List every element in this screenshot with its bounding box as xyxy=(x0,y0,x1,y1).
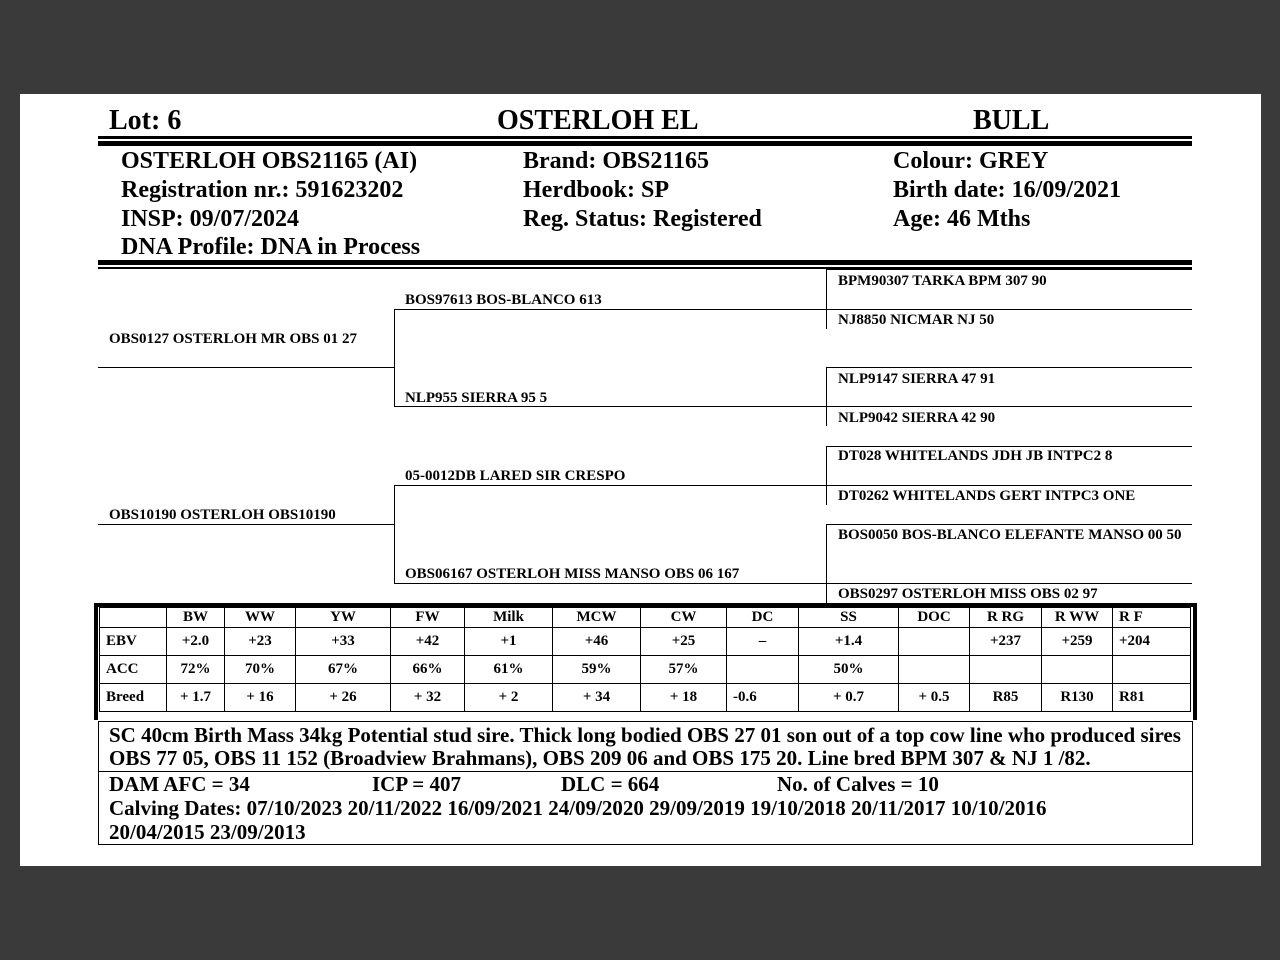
col-yw: YW xyxy=(296,608,391,628)
ebv-table xyxy=(99,607,1191,712)
colour: Colour: GREY xyxy=(893,148,1049,174)
col-ww: WW xyxy=(225,608,296,628)
col-r-ww: R WW xyxy=(1042,608,1113,628)
g3-ancestor-6: DT0262 WHITELANDS GERT INTPC3 ONE xyxy=(838,488,1136,504)
age: Age: 46 Mths xyxy=(893,206,1031,232)
herdbook: Herdbook: SP xyxy=(523,177,670,203)
col-doc: DOC xyxy=(899,608,970,628)
col-mcw: MCW xyxy=(553,608,641,628)
registration-number: Registration nr.: 591623202 xyxy=(121,177,404,203)
g3-ancestor-5: DT028 WHITELANDS JDH JB INTPC2 8 xyxy=(838,448,1113,464)
sex-label: BULL xyxy=(973,105,1050,136)
sire-sire: BOS97613 BOS-BLANCO 613 xyxy=(405,292,602,308)
g3-ancestor-2: NJ8850 NICMAR NJ 50 xyxy=(838,312,995,328)
dam-sire: 05-0012DB LARED SIR CRESPO xyxy=(405,468,626,484)
dlc: DLC = 664 xyxy=(561,772,660,796)
dam-stats-box xyxy=(98,771,1193,845)
header-rule xyxy=(98,136,1192,139)
inspection-date: INSP: 09/07/2024 xyxy=(121,206,300,232)
col-fw: FW xyxy=(391,608,465,628)
g3-ancestor-7: BOS0050 BOS-BLANCO ELEFANTE MANSO 00 50 xyxy=(838,527,1182,543)
icp: ICP = 407 xyxy=(372,772,461,796)
dam-afc: DAM AFC = 34 xyxy=(109,772,250,796)
col-ss: SS xyxy=(799,608,899,628)
dam: OBS10190 OSTERLOH OBS10190 xyxy=(109,507,336,523)
birth-date: Birth date: 16/09/2021 xyxy=(893,177,1121,203)
header-rule-thick xyxy=(98,141,1192,146)
lot-number: Lot: 6 xyxy=(109,105,182,136)
animal-title: OSTERLOH EL xyxy=(497,105,699,136)
col-r-f: R F xyxy=(1113,608,1191,628)
g3-ancestor-4: NLP9042 SIERRA 42 90 xyxy=(838,410,996,426)
calving-dates: Calving Dates: 07/10/2023 20/11/2022 16/09/2021 24/09/2020 29/09/2019 19/10/2018 20/11/2017 10/10/2016 xyxy=(109,796,1047,820)
col-r-rg: R RG xyxy=(970,608,1042,628)
number-of-calves: No. of Calves = 10 xyxy=(777,772,939,796)
col-milk: Milk xyxy=(465,608,553,628)
comments-box xyxy=(98,721,1193,772)
animal-id: OSTERLOH OBS21165 (AI) xyxy=(121,148,418,174)
g3-ancestor-1: BPM90307 TARKA BPM 307 90 xyxy=(838,273,1047,289)
ebv-header-row xyxy=(100,608,1191,628)
comments-text: SC 40cm Birth Mass 34kg Potential stud sire. Thick long bodied OBS 27 01 son out of a top cow line who produced sires OBS 77 05, OBS 11 152 (Broadview Brahmans), OBS 209 06 and OBS 175 20. Line bred BPM 307 & NJ 1 /82. xyxy=(109,723,1181,770)
dna-profile: DNA Profile: DNA in Process xyxy=(121,234,421,260)
g3-ancestor-3: NLP9147 SIERRA 47 91 xyxy=(838,371,996,387)
sire-dam: NLP955 SIERRA 95 5 xyxy=(405,390,548,406)
sire: OBS0127 OSTERLOH MR OBS 01 27 xyxy=(109,331,357,347)
acc-row: ACC 72% 70% 67% 66% 61% 59% 57% 50% xyxy=(100,656,1191,684)
col-dc: DC xyxy=(727,608,799,628)
reg-status: Reg. Status: Registered xyxy=(523,206,762,232)
breed-avg-row: Breed + 1.7 + 16 + 26 + 32 + 2 + 34 + 18 -0.6 + 0.7 + 0.5 R85 R130 R81 xyxy=(100,684,1191,712)
g3-ancestor-8: OBS0297 OSTERLOH MISS OBS 02 97 xyxy=(838,586,1098,602)
info-rule-thick xyxy=(98,260,1192,265)
brand: Brand: OBS21165 xyxy=(523,148,710,174)
ebv-row: EBV +2.0 +23 +33 +42 +1 +46 +25 – +1.4 +237 +259 +204 xyxy=(100,628,1191,656)
calving-dates-cont: 20/04/2015 23/09/2013 xyxy=(109,820,306,844)
col-cw: CW xyxy=(641,608,727,628)
col-bw: BW xyxy=(167,608,225,628)
dam-dam: OBS06167 OSTERLOH MISS MANSO OBS 06 167 xyxy=(405,566,740,582)
